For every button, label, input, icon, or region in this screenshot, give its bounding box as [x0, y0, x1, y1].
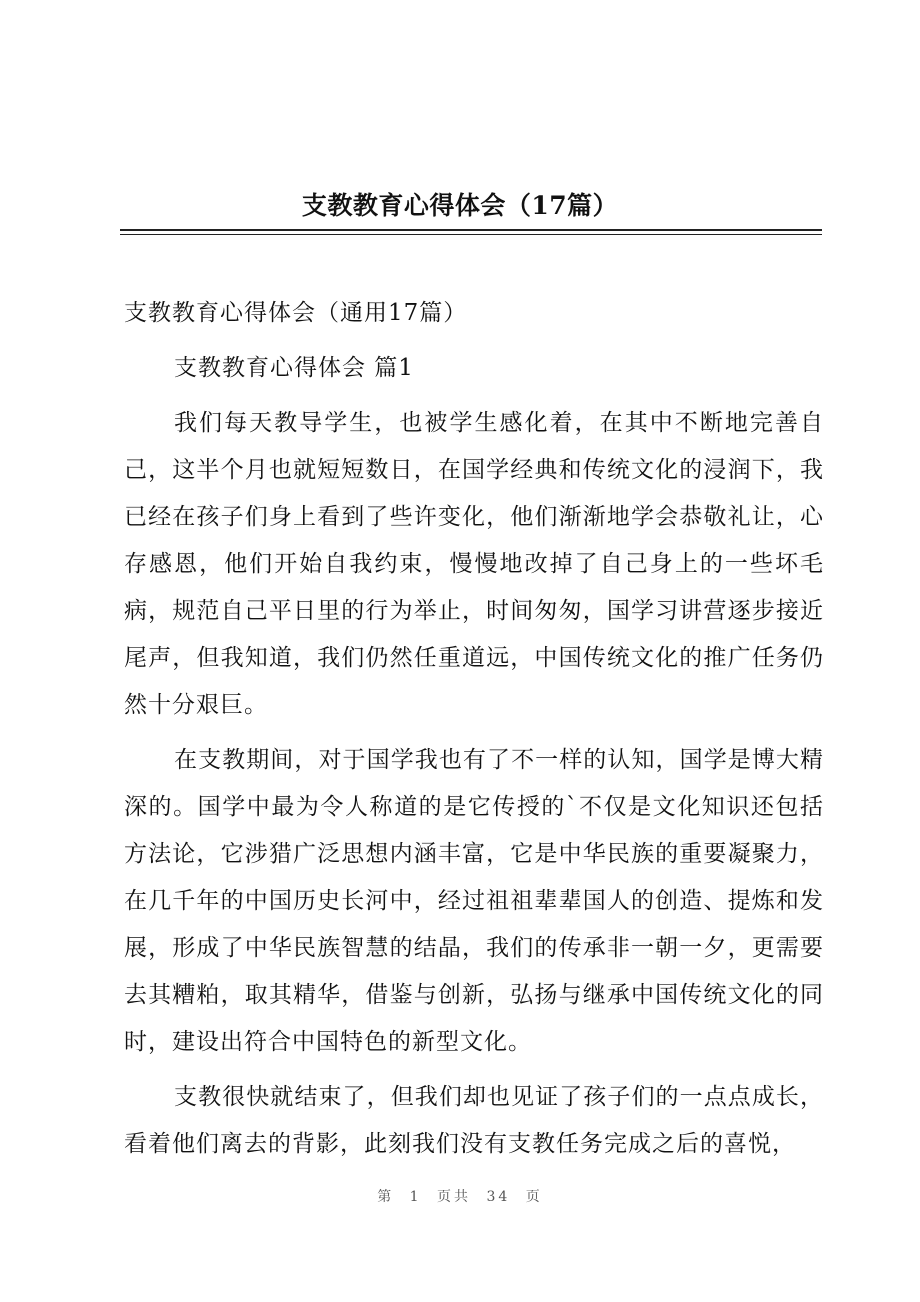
paragraph: 支教很快就结束了，但我们却也见证了孩子们的一点点成长，看着他们离去的背影，此刻我们没有支教任务完成之后的喜悦，: [124, 1084, 824, 1157]
section-heading: 支教教育心得体会 篇1: [174, 355, 414, 381]
paragraph: 我们每天教导学生，也被学生感化着，在其中不断地完善自己，这半个月也就短短数日，在国学经典和传统文化的浸润下，我已经在孩子们身上看到了些许变化，他们渐渐地学会恭敬礼让，心存感恩，他们开始自我约束，慢慢地改掉了自己身上的一些坏毛病，规范自己平日里的行为举止，时间匆匆，国学习讲营逐步接近尾声，但我知道，我们仍然任重道远，中国传统文化的推广任务仍然十分艰巨。: [124, 410, 824, 718]
title-divider-thin: [120, 234, 822, 235]
paragraph: 在支教期间，对于国学我也有了不一样的认知，国学是博大精深的。国学中最为令人称道的是它传授的`不仅是文化知识还包括方法论，它涉猎广泛思想内涵丰富，它是中华民族的重要凝聚力，在几千年的中国历史长河中，经过祖祖辈辈国人的创造、提炼和发展，形成了中华民族智慧的结晶，我们的传承非一朝一夕，更需要去其糟粕，取其精华，借鉴与创新，弘扬与继承中国传统文化的同时，建设出符合中国特色的新型文化。: [124, 747, 824, 1055]
page-footer: 第 1 页共 34 页: [377, 1189, 543, 1205]
document-title: 支教教育心得体会（17篇）: [301, 191, 619, 220]
document-body: [124, 290, 824, 1176]
document-subtitle: 支教教育心得体会（通用17篇）: [124, 300, 468, 326]
title-divider-thick: [120, 229, 822, 231]
